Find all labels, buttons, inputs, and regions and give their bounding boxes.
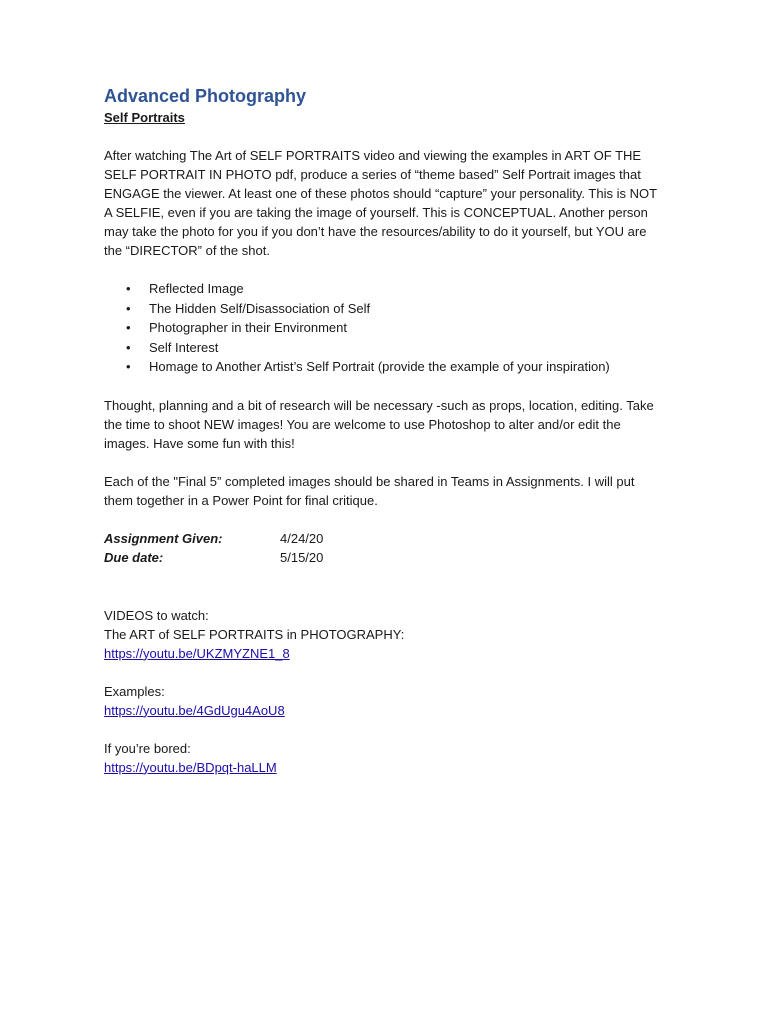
theme-list: [104, 279, 664, 377]
bullet-icon: •: [126, 339, 131, 355]
theme-label: The Hidden Self/Disassociation of Self: [149, 300, 371, 316]
examples-label: Examples:: [104, 683, 165, 699]
theme-label: Self Interest: [149, 339, 219, 355]
bullet-icon: •: [126, 300, 131, 316]
list-item: [104, 299, 664, 319]
due-row: [104, 548, 664, 568]
list-item: [104, 357, 664, 377]
planning-paragraph: Thought, planning and a bit of research will be necessary -such as props, location, editing. Take the time to shoot NEW images! You are welcome to use Photoshop to alter and/or edit the images. Have some fun with this!: [104, 397, 654, 451]
bullet-icon: •: [126, 320, 131, 335]
assignment-dates: [104, 529, 664, 568]
videos-heading: VIDEOS to watch:: [104, 607, 209, 623]
bored-section: [104, 739, 664, 777]
bullet-icon: •: [126, 281, 131, 296]
examples-link[interactable]: https://youtu.be/4GdUgu4AoU8: [104, 702, 285, 718]
document-subtitle: Self Portraits: [104, 110, 185, 125]
art-video-label: The ART of SELF PORTRAITS in PHOTOGRAPHY:: [104, 626, 405, 642]
given-label: Assignment Given:: [104, 530, 223, 546]
sharing-paragraph: Each of the "Final 5” completed images should be shared in Teams in Assignments. I will put them together in a Power Point for final critique.: [104, 473, 635, 508]
bored-label: If you’re bored:: [104, 740, 191, 756]
theme-label: Photographer in their Environment: [149, 320, 348, 335]
list-item: [104, 338, 664, 358]
list-item: [104, 279, 664, 299]
examples-section: [104, 682, 664, 720]
videos-section: [104, 606, 664, 663]
intro-paragraph: After watching The Art of SELF PORTRAITS video and viewing the examples in ART OF THE SELF PORTRAIT IN PHOTO pdf, produce a series of “theme based” Self Portrait images that ENGAGE the viewer. At least one of these photos should “capture” your personality. This is NOT A SELFIE, even if you are taking the image of yourself. This is CONCEPTUAL. Another person may take the photo for you if you don’t have the resources/ability to do it yourself, but YOU are the “DIRECTOR” of the shot.: [104, 148, 657, 258]
art-video-link[interactable]: https://youtu.be/UKZMYZNE1_8: [104, 645, 290, 661]
due-value: 5/15/20: [280, 550, 324, 565]
list-item: [104, 318, 664, 338]
document-page: [104, 84, 664, 796]
theme-label: Reflected Image: [149, 281, 244, 296]
due-label: Due date:: [104, 550, 164, 565]
bullet-icon: •: [126, 359, 131, 374]
given-value: 4/24/20: [280, 530, 324, 546]
given-row: [104, 529, 664, 549]
theme-label: Homage to Another Artist’s Self Portrait (provide the example of your inspiration): [149, 359, 610, 374]
document-title: Advanced Photography: [104, 86, 307, 106]
bored-link[interactable]: https://youtu.be/BDpqt-haLLM: [104, 759, 277, 775]
